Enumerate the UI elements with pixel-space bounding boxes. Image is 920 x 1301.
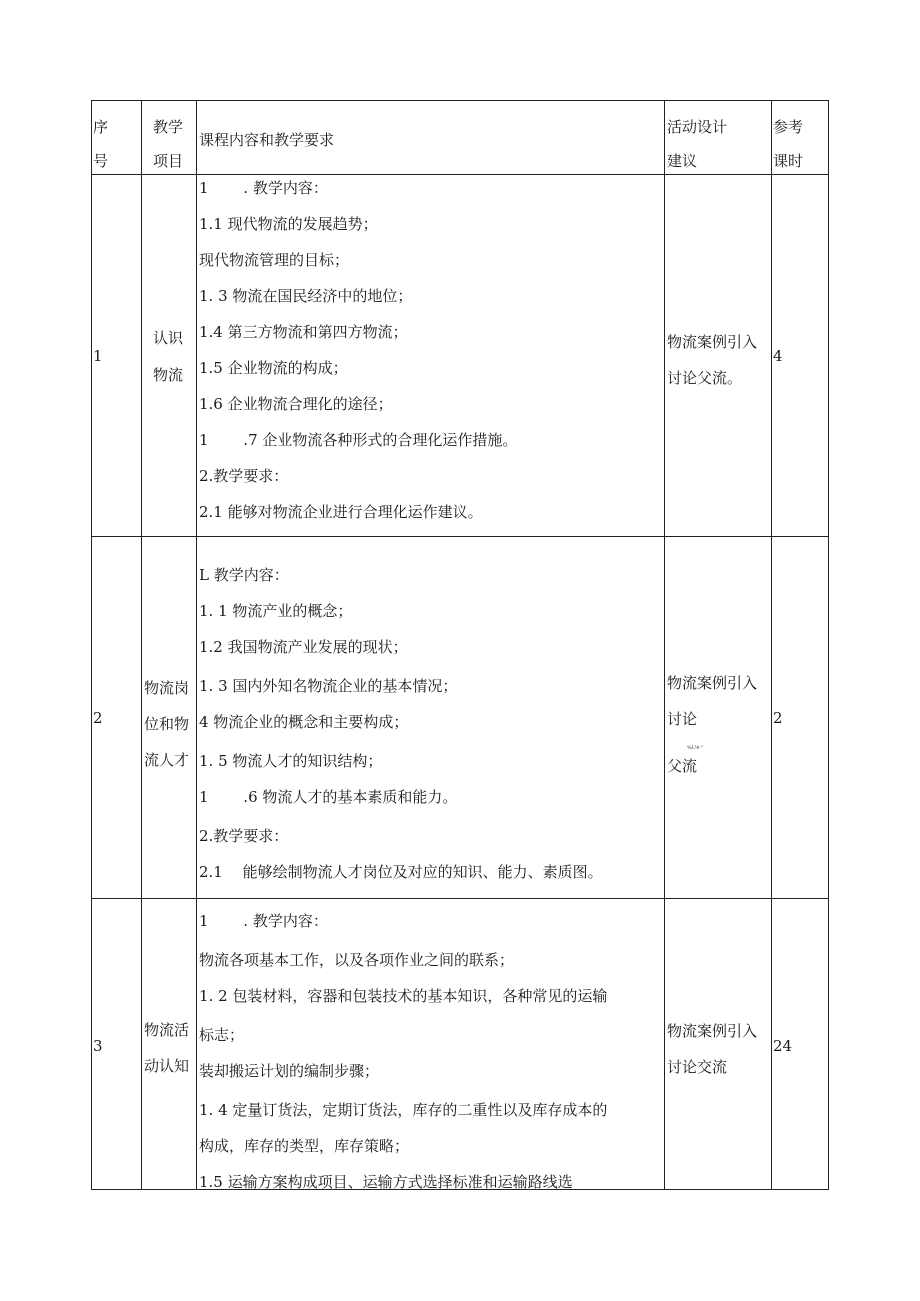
row2-content-line: 1 .6 物流人才的基本素质和能力。	[199, 788, 458, 806]
row3-seq: 3	[93, 1037, 103, 1055]
row3-content-line: 1. 2 包装材料，容器和包装技术的基本知识，各种常见的运输	[199, 987, 608, 1005]
row2-project-line1: 物流岗	[144, 679, 190, 697]
row2-seq: 2	[93, 709, 103, 727]
row3-activity-line1: 物流案例引入	[667, 1022, 758, 1040]
row1-activity-line2: 讨论父流。	[667, 369, 743, 387]
row1-bottom-border	[91, 536, 829, 537]
header-bottom-border	[91, 174, 829, 175]
row2-activity-note: %U4-"	[687, 745, 704, 751]
row3-project-line2: 动认知	[144, 1057, 190, 1075]
header-project-line1: 教学	[153, 118, 184, 136]
row1-seq: 1	[93, 347, 103, 365]
row1-content-line: 现代物流管理的目标；	[199, 251, 350, 269]
row1-content-line: 1.5 企业物流的构成；	[199, 359, 348, 377]
row2-activity-line3: 父流	[667, 757, 698, 775]
row1-activity-line1: 物流案例引入	[667, 333, 758, 351]
row1-content-line: 1.6 企业物流合理化的途径；	[199, 395, 393, 413]
row3-content-line: 1. 4 定量订货法，定期订货法，库存的二重性以及库存成本的	[199, 1101, 608, 1119]
row2-activity-line1: 物流案例引入	[667, 674, 758, 692]
header-activity-line2: 建议	[667, 152, 698, 170]
row2-content-line: 2.1 能够绘制物流人才岗位及对应的知识、能力、素质图。	[199, 863, 603, 881]
col-divider-2	[196, 100, 197, 1190]
col-divider-1	[141, 100, 142, 1190]
row3-project-line1: 物流活	[144, 1021, 190, 1039]
row3-activity-line2: 讨论交流	[667, 1058, 728, 1076]
row3-content-line: 装却搬运计划的编制步骤；	[199, 1062, 380, 1080]
row3-content-line: 1 . 教学内容：	[199, 912, 328, 930]
row2-content-line: 2.教学要求：	[199, 827, 289, 845]
header-seq-line2: 号	[93, 152, 109, 170]
row1-content-line: 1.1 现代物流的发展趋势；	[199, 215, 378, 233]
table-left-border	[91, 100, 92, 1190]
header-project-line2: 项目	[153, 152, 184, 170]
row2-bottom-border	[91, 898, 829, 899]
row2-activity-line2: 讨论	[667, 710, 698, 728]
row2-content-line: 1. 5 物流人才的知识结构；	[199, 752, 383, 770]
row2-content-line: L 教学内容：	[199, 566, 289, 584]
row1-content-line: 1 .7 企业物流各种形式的合理化运作措施。	[199, 431, 518, 449]
row1-content-line: 2.教学要求：	[199, 467, 289, 485]
row2-content-line: 4 物流企业的概念和主要构成；	[199, 713, 409, 731]
row1-content-line: 1.4 第三方物流和第四方物流；	[199, 323, 408, 341]
header-activity-line1: 活动设计	[667, 118, 728, 136]
col-divider-4	[771, 100, 772, 1190]
row1-content-line: 1. 3 物流在国民经济中的地位；	[199, 287, 413, 305]
row3-content-line: 物流各项基本工作，以及各项作业之间的联系；	[199, 951, 515, 969]
table-top-border	[91, 100, 829, 101]
row2-content-line: 1.2 我国物流产业发展的现状；	[199, 638, 408, 656]
table-bottom-border	[91, 1189, 829, 1190]
row2-hours: 2	[773, 709, 783, 727]
row1-project-line1: 认识	[153, 329, 184, 347]
header-seq-line1: 序	[93, 118, 109, 136]
row3-content-line: 1.5 运输方案构成项目、运输方式选择标准和运输路线选	[199, 1173, 573, 1189]
row1-project-line2: 物流	[153, 366, 184, 384]
col-divider-3	[664, 100, 665, 1190]
table-right-border	[828, 100, 829, 1190]
header-hours-line2: 课时	[773, 152, 804, 170]
row2-content-line: 1. 1 物流产业的概念；	[199, 602, 353, 620]
row1-content-line: 1 . 教学内容：	[199, 179, 328, 197]
row3-hours: 24	[773, 1037, 793, 1055]
row2-project-line2: 位和物	[144, 715, 190, 733]
row3-content-line: 标志；	[199, 1026, 245, 1044]
header-hours-line1: 参考	[773, 118, 804, 136]
header-content: 课程内容和教学要求	[199, 131, 335, 149]
row1-hours: 4	[773, 347, 783, 365]
row2-content-line: 1. 3 国内外知名物流企业的基本情况；	[199, 677, 458, 695]
row1-content-line: 2.1 能够对物流企业进行合理化运作建议。	[199, 503, 483, 521]
row2-project-line3: 流人才	[144, 751, 190, 769]
row3-content-line: 构成，库存的类型，库存策略；	[199, 1137, 410, 1155]
